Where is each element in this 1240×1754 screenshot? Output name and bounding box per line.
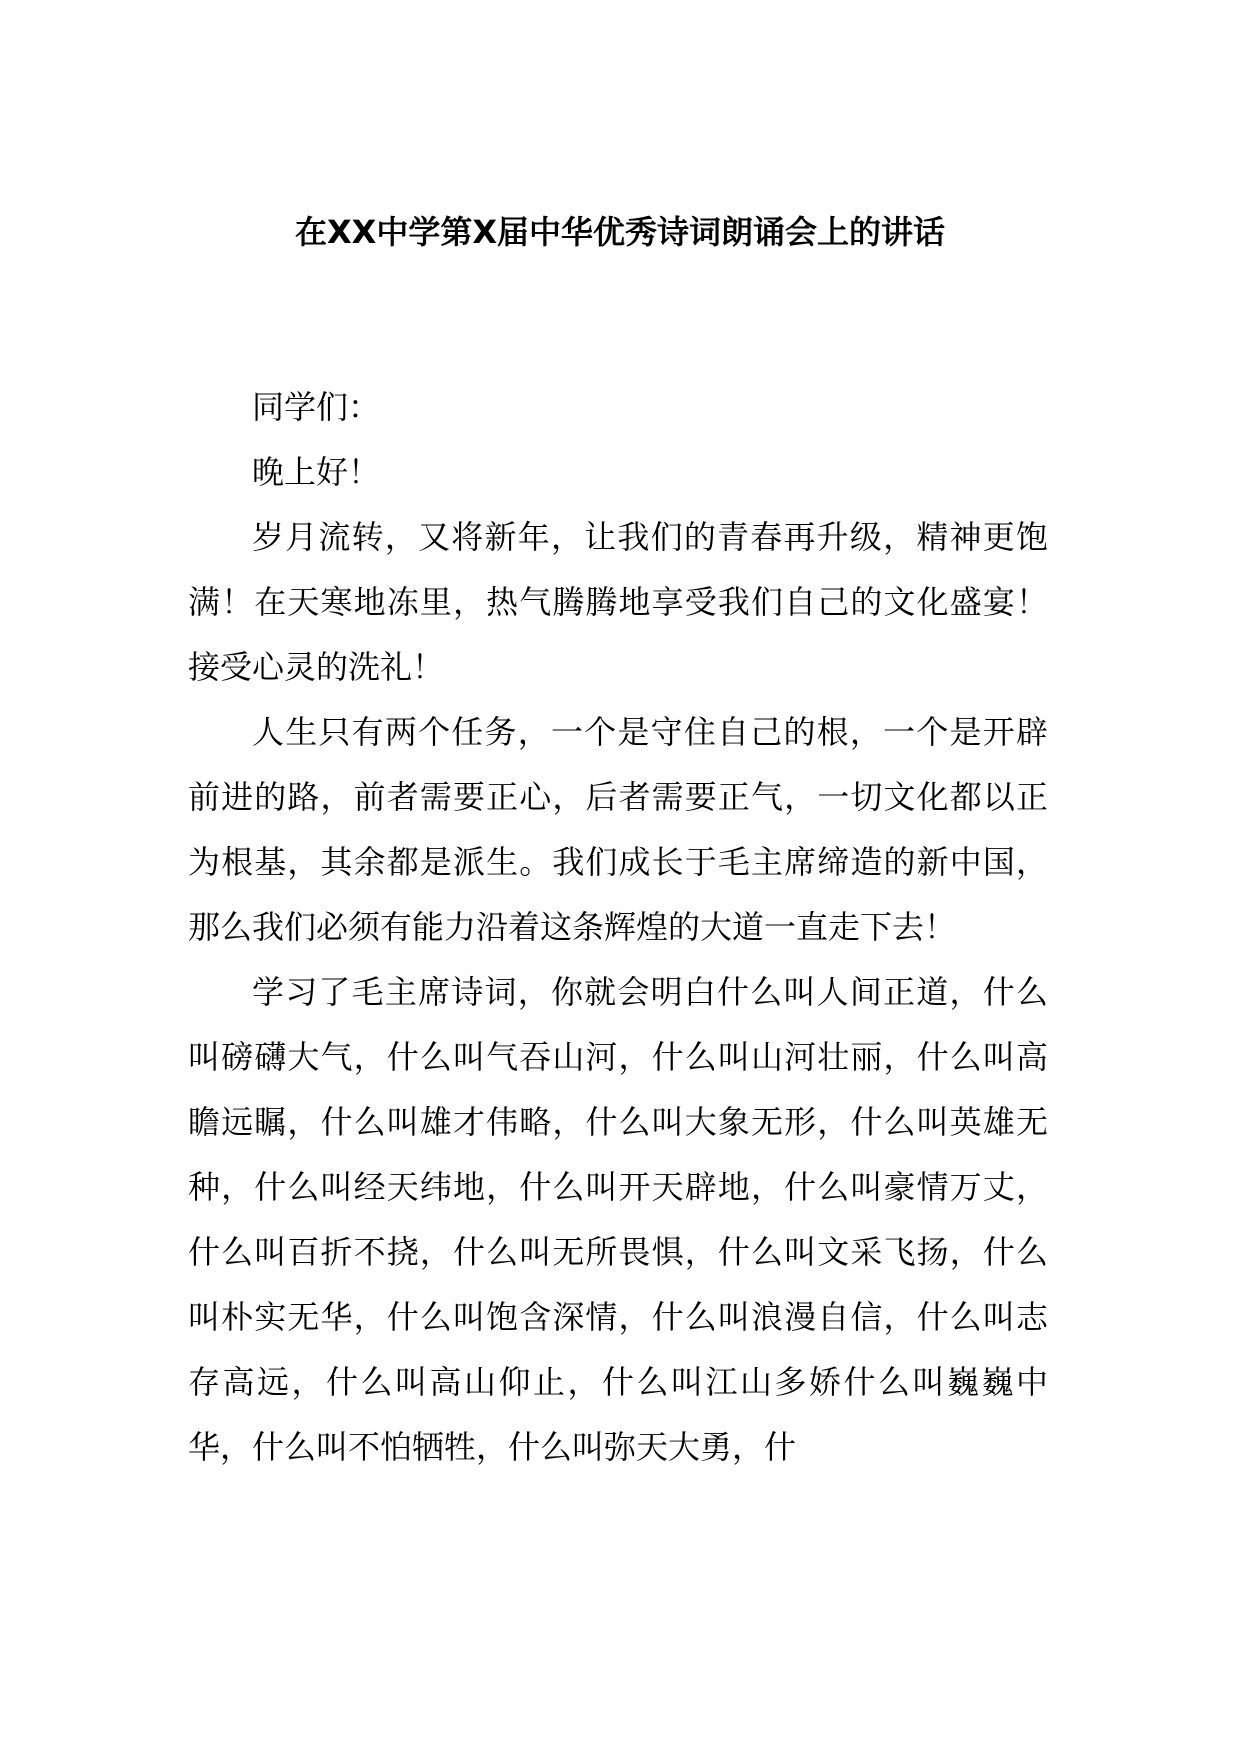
- paragraph-1: 岁月流转，又将新年，让我们的青春再升级，精神更饱满！在天寒地冻里，热气腾腾地享受我们自己的文化盛宴！接受心灵的洗礼！: [188, 518, 1048, 686]
- paragraph-salutation: 同学们：: [252, 388, 381, 426]
- paragraph-2: 人生只有两个任务，一个是守住自己的根，一个是开辟前进的路，前者需要正心，后者需要正气，一切文化都以正为根基，其余都是派生。我们成长于毛主席缔造的新中国，那么我们必须有能力沿着这条辉煌的大道一直走下去！: [188, 713, 1048, 946]
- paragraph-3: 学习了毛主席诗词，你就会明白什么叫人间正道，什么叫磅礴大气，什么叫气吞山河，什么叫山河壮丽，什么叫高瞻远瞩，什么叫雄才伟略，什么叫大象无形，什么叫英雄无种，什么叫经天纬地，什么叫开天辟地，什么叫豪情万丈，什么叫百折不挠，什么叫无所畏惧，什么叫文采飞扬，什么叫朴实无华，什么叫饱含深情，什么叫浪漫自信，什么叫志存高远，什么叫高山仰止，什么叫江山多娇什么叫巍巍中华，什么叫不怕牺牲，什么叫弥天大勇，什: [188, 973, 1048, 1466]
- document-title: 在XX中学第X届中华优秀诗词朗诵会上的讲话: [294, 213, 946, 251]
- paragraph-greeting: 晚上好！: [252, 453, 381, 491]
- document-body: [188, 375, 1048, 1480]
